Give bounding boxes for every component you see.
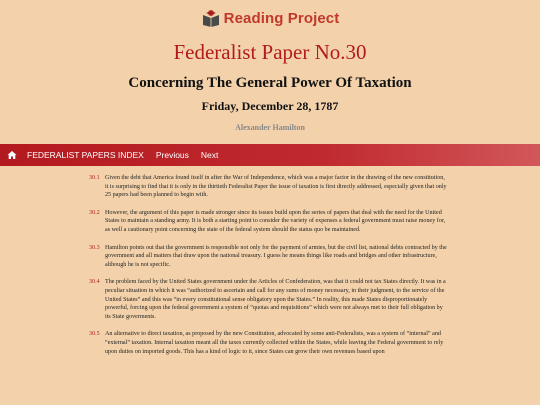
nav-federalist-index[interactable]: FEDERALIST PAPERS INDEX bbox=[27, 150, 144, 160]
author-name[interactable]: Alexander Hamilton bbox=[235, 123, 305, 132]
nav-next[interactable]: Next bbox=[200, 150, 219, 160]
paragraph-text: However, the argument of this paper is made stronger since its issues build upon the series of papers that deal with the need for the United States to maintain a standing army. It is both a starting point to consider the variety of expenses a federal government must raise money for, as well a cautionary point concerning the state of the federal system should the status quo be maintained. bbox=[105, 209, 446, 233]
paragraph-number: 30.5 bbox=[89, 331, 100, 338]
paragraph bbox=[89, 209, 447, 235]
paragraph bbox=[89, 330, 447, 356]
paragraph-text: The problem faced by the United States government under the Articles of Confederation, was that it could not tax States directly. It was in a peculiar situation in which it was “authorized to ascertain and call for any sums of money necessary, in their judgment, to the service of the United States” and this was “in every constitutional sense obligatory upon the States.” In reality, this made States disproportionately powerful, forcing upon the federal government a system of “quotas and requisitions” which were not always met to their full obligation by its State goverments. bbox=[105, 279, 446, 320]
brand-name: Reading Project bbox=[223, 9, 340, 27]
nav-previous[interactable]: Previous bbox=[155, 150, 189, 160]
page-title: Federalist Paper No.30 bbox=[173, 40, 367, 64]
paragraph-text: Given the debt that America found itself in after the War of Independence, which was a major factor in the drawing of the new constitution, it is surprising to find that it is only in the thirtieth Federalist Paper the issue of taxation is first directly addressed, especially given that only 25 papers had been planned to begin with. bbox=[105, 175, 447, 199]
paragraph bbox=[89, 244, 447, 270]
site-logo[interactable] bbox=[0, 8, 540, 28]
paragraph bbox=[89, 278, 447, 321]
paragraph-number: 30.1 bbox=[89, 175, 100, 181]
paragraph-number: 30.2 bbox=[89, 209, 100, 216]
open-book-eagle-icon bbox=[201, 8, 221, 28]
article-body bbox=[89, 174, 447, 365]
page-subtitle: Concerning The General Power Of Taxation bbox=[128, 75, 412, 91]
paragraph bbox=[89, 174, 447, 200]
publication-date: Friday, December 28, 1787 bbox=[201, 99, 339, 113]
main-navbar bbox=[0, 144, 540, 166]
paragraph-number: 30.3 bbox=[89, 244, 100, 251]
home-icon[interactable] bbox=[6, 149, 18, 161]
paragraph-number: 30.4 bbox=[89, 279, 100, 286]
paragraph-text: An alternative to direct taxation, as proposed by the new Constitution, advocated by some anti-Federalists, was a system of “internal” and “external” taxation. Internal taxation meant all the taxes currently collected within the States, while leaving the Federal government to rely upon duties on imported goods. This has a kind of logic to it, since States can grow their own revenues based upon bbox=[105, 331, 444, 355]
paragraph-text: Hamilton points out that the government is responsible not only for the payment of armies, but the civil list, national debts contracted by the government and all matters that draw upon the national treasury. I guess he means things like roads and bridges and other infrastructure, although he is not specific. bbox=[105, 244, 447, 268]
